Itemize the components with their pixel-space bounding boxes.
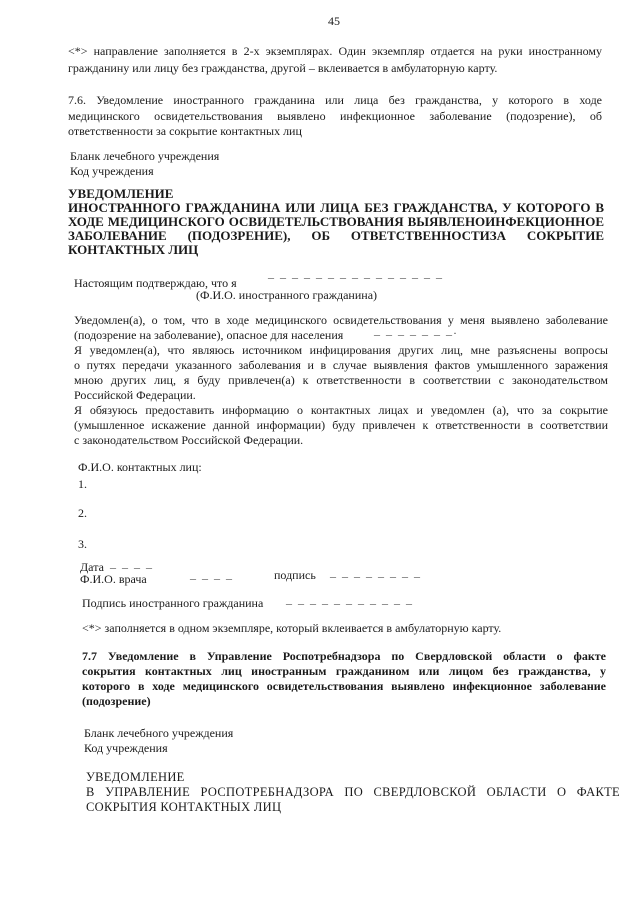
section-heading-line: (подозрение) [82, 694, 151, 708]
body-line: (умышленное искажение данной информации) буду привлечен к ответственности в соответствии [74, 418, 608, 432]
section-heading-line: ответственности за сокрытие контактных лиц [68, 124, 302, 138]
notice-heading-line: КОНТАКТНЫХ ЛИЦ [68, 242, 199, 257]
body-line: о путях передачи указанного заболевания и в случае выявления фактов умышленного заражения [74, 358, 608, 372]
signature-label: подпись [274, 568, 316, 582]
date-label: Дата [80, 560, 104, 574]
contact-item: 1. [78, 477, 87, 491]
body-line: Уведомлен(а), о том, что в ходе медицинского освидетельствования у меня выявлено заболевание [74, 313, 608, 327]
notice-heading-line: ЗАБОЛЕВАНИЕ (ПОДОЗРЕНИЕ), ОБ ОТВЕТСТВЕННОСТИЗА СОКРЫТИЕ [68, 228, 604, 243]
contacts-label: Ф.И.О. контактных лиц: [78, 460, 202, 474]
notice-heading-line: СОКРЫТИЯ КОНТАКТНЫХ ЛИЦ [86, 800, 282, 814]
institution-blank-label: Бланк лечебного учреждения [84, 726, 234, 740]
section-heading-line: которого в ходе медицинского освидетельствования выявлено инфекционное заболевание [82, 679, 606, 693]
footnote-line: <*> направление заполняется в 2-х экземплярах. Один экземпляр отдается на руки иностранному [68, 44, 602, 58]
body-line: Я уведомлен(а), что являюсь источником инфицирования других лиц, мне разъяснены вопросы [74, 343, 608, 357]
disease-blank-line: _ _ _ _ _ _ _. [374, 323, 458, 337]
notice-heading-line: ИНОСТРАННОГО ГРАЖДАНИНА ИЛИ ЛИЦА БЕЗ ГРАЖДАНСТВА, У КОТОРОГО В [68, 200, 604, 215]
notice-title: УВЕДОМЛЕНИЕ [68, 186, 174, 201]
notice-heading-line: В УПРАВЛЕНИЕ РОСПОТРЕБНАДЗОРА ПО СВЕРДЛОВСКОЙ ОБЛАСТИ О ФАКТЕ [86, 785, 620, 799]
notice-title: УВЕДОМЛЕНИЕ [86, 770, 185, 784]
doctor-name-blank-line: _ _ _ _ [190, 567, 234, 581]
foreigner-signature-label: Подпись иностранного гражданина [82, 596, 264, 610]
notice-heading-line: ХОДЕ МЕДИЦИНСКОГО ОСВИДЕТЕЛЬСТВОВАНИЯ ВЫЯВЛЕНОИНФЕКЦИОННОЕ [68, 214, 604, 229]
footnote-line: <*> заполняется в одном экземпляре, который вклеивается в амбулаторную карту. [82, 621, 502, 635]
body-line: с законодательством Российской Федерации. [74, 433, 304, 447]
signature-blank-line: _ _ _ _ _ _ _ _ [330, 565, 422, 579]
footnote-line: гражданину или лицу без гражданства, другой – вклеивается в амбулаторную карту. [68, 61, 498, 75]
contact-item: 2. [78, 506, 87, 520]
body-line: (подозрение на заболевание), опасное для населения [74, 328, 344, 342]
page-number: 45 [328, 14, 340, 28]
body-line: Я обязуюсь предоставить информацию о контактных лицах и уведомлен (а), что за сокрытие [74, 403, 608, 417]
date-blank-line: _ _ _ _ [110, 556, 154, 570]
doctor-name-label: Ф.И.О. врача [80, 572, 147, 586]
section-heading-line: 7.7 Уведомление в Управление Роспотребнадзора по Свердловской области о факте [82, 649, 606, 663]
institution-code-label: Код учреждения [84, 741, 168, 755]
institution-blank-label: Бланк лечебного учреждения [70, 149, 220, 163]
section-heading-line: 7.6. Уведомление иностранного гражданина или лица без гражданства, у которого в ходе [68, 93, 602, 107]
foreigner-signature-blank-line: _ _ _ _ _ _ _ _ _ _ _ [286, 592, 414, 606]
section-heading-line: сокрытия контактных лиц иностранным гражданином или лицом без гражданства, у [82, 664, 606, 678]
section-heading-line: медицинского освидетельствования выявлено инфекционное заболевание (подозрение), об [68, 109, 602, 123]
confirm-text: Настоящим подтверждаю, что я [74, 276, 237, 290]
body-line: Российской Федерации. [74, 388, 196, 402]
name-blank-line: _ _ _ _ _ _ _ _ _ _ _ _ _ _ _ [268, 266, 444, 280]
body-line: мною других лиц, я буду привлечен(а) к ответственности в соответствии с законодательством [74, 373, 608, 387]
institution-code-label: Код учреждения [70, 164, 154, 178]
name-caption: (Ф.И.О. иностранного гражданина) [196, 288, 378, 302]
contact-item: 3. [78, 537, 87, 551]
